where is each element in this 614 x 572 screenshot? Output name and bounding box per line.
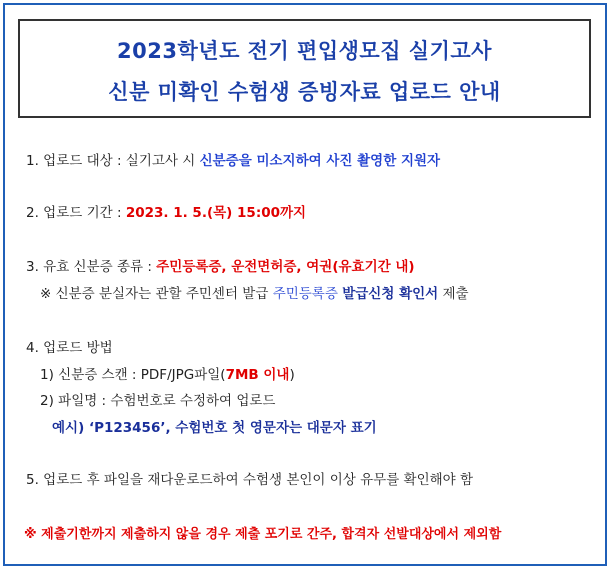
item-4: 4. 업로드 방법	[26, 340, 113, 356]
item-2-highlight: 2023. 1. 5.(목) 15:00까지	[125, 205, 307, 221]
item-3	[26, 255, 415, 275]
item-3-note	[40, 282, 469, 302]
item-4-sub-1-suffix: )	[289, 367, 295, 383]
item-3-highlight: 주민등록증, 운전면허증, 여권(유효기간 내)	[156, 259, 415, 275]
item-3-note-suffix: 제출	[438, 286, 469, 302]
item-1-label: 1. 업로드 대상 : 실기고사 시	[26, 153, 200, 169]
item-4-example: 예시) ‘P123456’, 수험번호 첫 영문자는 대문자 표기	[52, 420, 377, 436]
item-5: 5. 업로드 후 파일을 재다운로드하여 수험생 본인이 이상 유무를 확인해야 함	[26, 472, 474, 488]
item-4-sub-1	[40, 363, 295, 383]
title-box	[18, 19, 591, 118]
item-3-note-part2: 발급신청 확인서	[342, 286, 439, 302]
item-3-note-part1: 주민등록증	[272, 286, 338, 302]
item-2-label: 2. 업로드 기간 :	[26, 205, 126, 221]
item-1-highlight: 신분증을 미소지하여 사진 촬영한 지원자	[199, 153, 441, 169]
item-4-sub-2: 2) 파일명 : 수험번호로 수정하여 업로드	[40, 393, 276, 409]
item-1	[26, 149, 440, 169]
item-2	[26, 201, 306, 221]
item-3-label: 3. 유효 신분증 종류 :	[26, 259, 157, 275]
warning-note: ※ 제출기한까지 제출하지 않을 경우 제출 포기로 간주, 합격자 선발대상에서 제외함	[24, 527, 502, 542]
item-4-sub-1-highlight: 7MB 이내	[225, 367, 290, 383]
title-line-1: 2023학년도 전기 편입생모집 실기고사	[117, 39, 492, 63]
item-3-note-prefix: ※ 신분증 분실자는 관할 주민센터 발급	[40, 286, 273, 302]
item-4-sub-1-prefix: 1) 신분증 스캔 : PDF/JPG파일(	[40, 367, 226, 383]
title-line-2: 신분 미확인 수험생 증빙자료 업로드 안내	[108, 80, 501, 104]
